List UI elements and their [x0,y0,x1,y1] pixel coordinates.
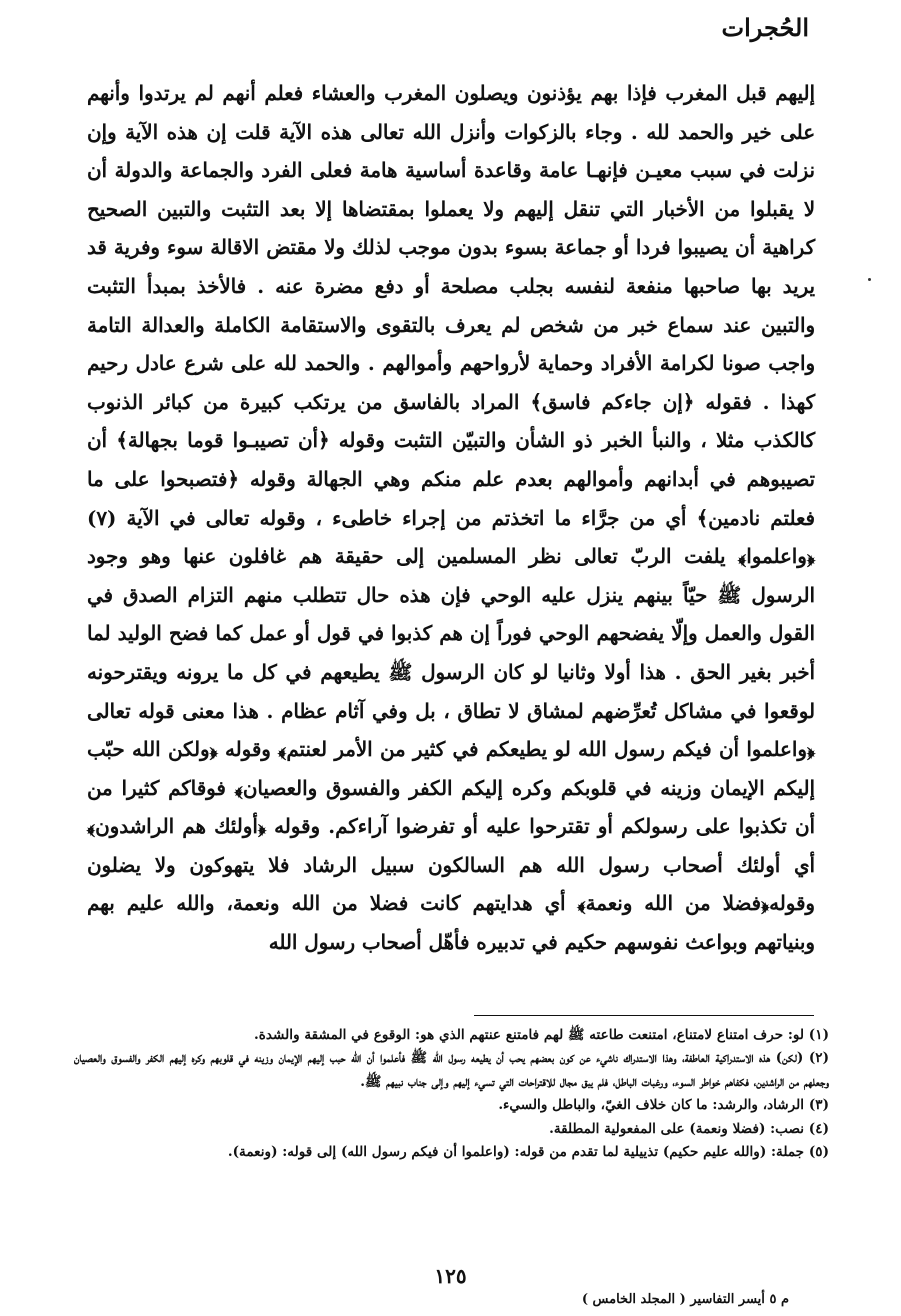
footnote-2: (٢) (لكن) هذه الاستدراكية العاطفة، وهذا الاستدراك ناشيء عن كون بعضهم يحب أن يطيعه رسول الله ﷺ فأعلموا أن الله حبب إليهم الإيمان وزينه في قلوبهم وكره إليهم الكفر والفسوق والعصيان وجعلهم من الراشدين، فكفاهم خواطر السوء، ورغبات الباطل، فلم يبق مجال للاقتراحات التي تسيء إليهم وإلى جناب نبيهم ﷺ. [74,1050,829,1090]
footnote-1: (١) لو: حرف امتناع لامتناع، امتنعت طاعته ﷺ لهم فامتنع عنتهم الذي هو: الوقوع في المشقة والشدة. [254,1027,829,1043]
footnote-3: (٣) الرشاد، والرشد: ما كان خلاف الغيّ، والباطل والسيء. [498,1097,829,1114]
commentary-body [87,74,815,962]
footnote-4: (٤) نصب: (فضلا ونعمة) على المفعولية المطلقة. [549,1120,829,1137]
surah-title-header: الحُجرات [721,13,809,42]
footnote-separator [474,1015,814,1016]
page-number: ١٢٥ [434,1264,467,1288]
margin-speck [868,278,871,281]
footnote-5: (٥) جملة: (والله عليم حكيم) تذييلية لما تقدم من قوله: (واعلموا أن فيكم رسول الله) إلى قوله: (ونعمة). [227,1144,829,1161]
footnotes-list [74,1024,829,1164]
commentary-paragraph: إليهم قبل المغرب فإذا بهم يؤذنون ويصلون المغرب والعشاء فعلم أنهم لم يرتدوا وأنهم على خير والحمد لله . وجاء بالزكوات وأنزل الله تعالى هذه الآية قلت إن هذه الآية وإن نزلت في سبب معيـن فإنهـا عامة وقاعدة أساسية هامة فعلى الفرد والجماعة والدولة أن لا يقبلوا من الأخبار التي تنقل إليهم ولا يعملوا بمقتضاها إلا بعد التثبت والتبين الصحيح كراهية أن يصيبوا فردا أو جماعة بسوء بدون موجب لذلك ولا مقتض الاقالة سوء وفرية قد يريد بها صاحبها منفعة لنفسه بجلب مصلحة أو دفع مضرة عنه . فالأخذ بمبدأ التثبت والتبين عند سماع خبر من شخص لم يعرف بالتقوى والاستقامة الكاملة والعدالة التامة واجب صونا لكرامة الأفراد وحماية لأرواحهم وأموالهم . والحمد لله على شرع عادل رحيم كهذا . فقوله ﴿إن جاءكم فاسق﴾ المراد بالفاسق من يرتكب كبيرة من كبائر الذنوب كالكذب مثلا ، والنبأ الخبر ذو الشأن والتبيّن التثبت وقوله ﴿أن تصيبـوا قوما بجهالة﴾ أن تصيبوهم في أبدانهم وأموالهم بعدم علم منكم وهي الجهالة وقوله ﴿فتصبحوا على ما فعلتم نادمين﴾ أي من جرَّاء ما اتخذتم من إجراء خاطىء ، وقوله تعالى في الآية (٧) ﴿واعلموا﴾ يلفت الربّ تعالى نظر المسلمين إلى حقيقة هم غافلون عنها وهو وجود الرسول ﷺ حيّاً بينهم ينزل عليه الوحي فإن هذه حال تتطلب منهم التزام الصدق في القول والعمل وإلّا يفضحهم الوحي فوراً إن هم كذبوا في قول أو عمل كما فضح الوليد لما أخبر بغير الحق . هذا أولا وثانيا لو كان الرسول ﷺ يطيعهم في كل ما يرونه ويقترحونه لوقعوا في مشاكل تُعرِّضهم لمشاق لا تطاق ، بل وفي آثام عظام . هذا معنى قوله تعالى ﴿واعلموا أن فيكم رسول الله لو يطيعكم في كثير من الأمر لعنتم﴾ وقوله ﴿ولكن الله حبّب إليكم الإيمان وزينه في قلوبكم وكره إليكم الكفر والفسوق والعصيان﴾ فوقاكم كثيرا من أن تكذبوا على رسولكم أو تقترحوا عليه أو تفرضوا آراءكم. وقوله ﴿أولئك هم الراشدون﴾ أي أولئك أصحاب رسول الله هم السالكون سبيل الرشاد فلا يتهوكون ولا يضلون وقوله﴿فضلا من الله ونعمة﴾ أي هدايتهم كانت فضلا من الله ونعمة، والله عليم بهم وبنياتهم وبواعث نفوسهم حكيم في تدبيره فأهّل أصحاب رسول الله [87,81,815,955]
volume-signature: م ٥ أيسر التفاسير ( المجلد الخامس ) [581,1292,789,1307]
